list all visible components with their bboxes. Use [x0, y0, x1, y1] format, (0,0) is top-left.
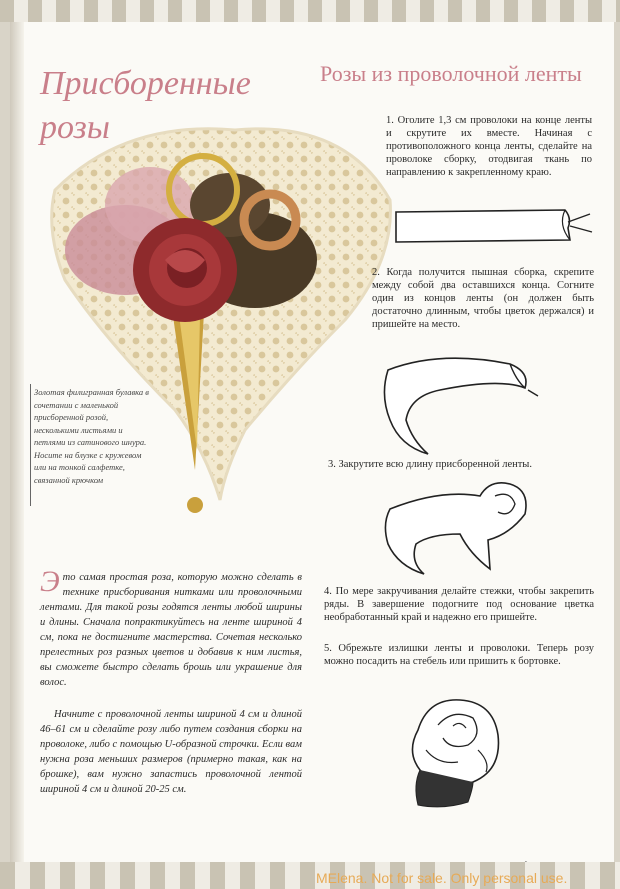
- drop-cap: Э: [40, 565, 60, 598]
- page-spine-shadow: [10, 22, 24, 862]
- finished-rose-illustration: [398, 690, 513, 818]
- intro-paragraph: [40, 565, 302, 690]
- step-2-illustration: [380, 350, 540, 460]
- intro-paragraph-text: то самая простая роза, которую можно сделать в технике присборивания нитками или проволочными лентами. Для такой розы годятся ленты любой ширины и длины. Сначала попрактикуйтесь на ленте шириной 4 см, пока не достигните мастерства. Сочетая несколько прелестных роз разных цветов и добавив к ним листья, вы сможете быстро сделать брошь или украшение для волос.: [40, 572, 302, 688]
- step-1-illustration: [390, 200, 595, 250]
- step-4-text: 4. По мере закручивания делайте стежки, чтобы закрепить ряды. В завершение подогните под основание цветка необработанный край и надежно его пришейте.: [324, 586, 594, 623]
- step-2-text: 2. Когда получится пышная сборка, скрепите между собой два оставшихся конца. Согните один из концов ленты (он должен быть достаточно длинным, чтобы цветок держался) и пришейте на место.: [372, 267, 594, 330]
- photo-caption: Золотая филигранная булавка в сочетании с маленькой присборенной розой, несколькими листьями и петлями из сатинового шнура. Носите на блузке с кружевом или на тонкой салфетке, связанной крючком: [34, 387, 149, 485]
- top-checker-border: [0, 0, 620, 22]
- step-5-text: 5. Обрежьте излишки ленты и проволоки. Теперь розу можно посадить на стебель или пришить к бортовке.: [324, 643, 594, 667]
- right-section-title: Розы из проволочной ленты: [320, 61, 582, 86]
- step-1-text: 1. Оголите 1,3 см проволоки на конце ленты и скрутите их вместе. Начиная с противоположного конца ленты, сделайте на проволоке сборку, отодвигая ткань по направлению к закрепленному краю.: [386, 115, 592, 178]
- watermark-text: MElena. Not for sale. Only personal use.: [316, 870, 568, 886]
- step-3-text: 3. Закрутите всю длину присборенной ленты.: [328, 459, 532, 470]
- book-page: [10, 22, 614, 862]
- left-section-title: Присборенные розы: [40, 65, 251, 146]
- caption-rule: [30, 384, 31, 506]
- step-3-illustration: [380, 474, 550, 579]
- instructions-paragraph: Начните с проволочной ленты шириной 4 см и длиной 46–61 см и сделайте розу либо путем создания сборки на проволоке, либо с помощью U-образной строчки. Если вам нужна роза меньших размеров (примерно такая, как на брошке), вам нужно запастись проволочной лентой шириной 4 см и длиной 20-25 см.: [40, 709, 302, 795]
